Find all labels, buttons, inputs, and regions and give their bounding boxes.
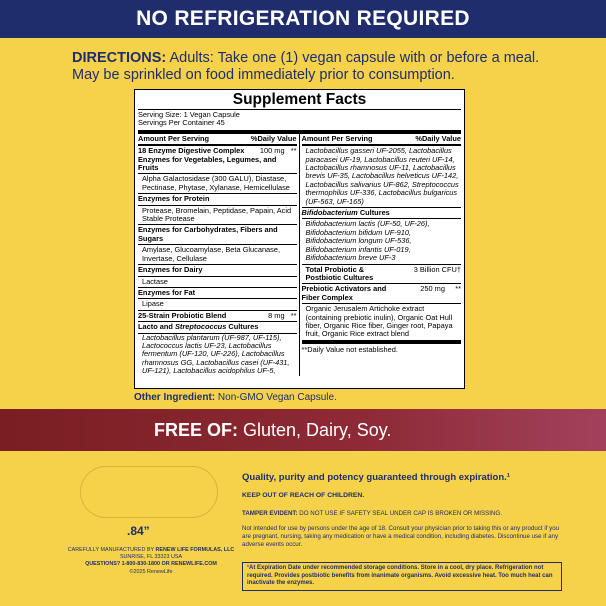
dv-header: %Daily Value — [250, 133, 297, 143]
dv-footnote: **Daily Value not established. — [301, 344, 398, 354]
prebiotic-dv: ** — [455, 284, 461, 294]
facts-left-column — [138, 134, 300, 376]
prebiotic-name: Prebiotic Activators and Fiber Complex — [301, 284, 387, 302]
banner-title: NO REFRIGERATION REQUIRED — [0, 0, 606, 38]
enzyme-complex-name: 18 Enzyme Digestive Complex — [138, 146, 245, 156]
bifido-header-part: Cultures — [357, 208, 390, 218]
facts-columns — [138, 134, 461, 376]
facts-right-column — [300, 134, 462, 376]
quality-statement: Quality, purity and potency guaranteed through expiration.¹ — [242, 472, 510, 483]
other-ingredient-value: Non-GMO Vegan Capsule. — [217, 392, 337, 403]
keep-out-warning: KEEP OUT OF REACH OF CHILDREN. — [242, 492, 365, 499]
dv-header: %Daily Value — [415, 133, 461, 143]
carb-enzymes-header: Enzymes for Carbohydrates, Fibers and Sugars — [138, 225, 297, 245]
tamper-evident-notice — [242, 510, 568, 517]
bifido-cultures-list: Bifidobacterium lactis (UF-50, UF-26), Bifidobacterium bifidum UF-910, Bifidobacterium longum UF-536, Bifidobacterium infantis UF-019, Bifidobacterium breve UF-3 — [302, 219, 462, 264]
expiration-note-box: ¹At Expiration Date under recommended storage conditions. Store in a cool, dry place. Refrigeration not required. Provides postbiotic benefits from inanimate organisms. Avoid excessive heat. Too much heat can inactivate the enzymes. — [242, 562, 562, 591]
directions — [72, 50, 542, 84]
right-column-header — [302, 134, 462, 146]
amount-header: Amount Per Serving — [301, 133, 373, 143]
lacto-header-part: Lacto and — [138, 322, 175, 332]
probiotic-blend-row — [138, 311, 297, 322]
veg-enzymes-list: Alpha Galactosidase (300 GALU), Diastase, Pectinase, Phytase, Xylanase, Hemicellulase — [138, 174, 297, 194]
directions-label: DIRECTIONS: — [72, 50, 167, 66]
questions-label: QUESTIONS? — [85, 561, 122, 568]
prebiotic-amount: 250 mg — [420, 284, 445, 294]
serving-size: Serving Size: 1 Vegan Capsule — [138, 110, 240, 119]
contact-info: 1-800-830-1800 OR RENEWLIFE.COM — [121, 561, 217, 568]
lacto-cultures-list-continued: Lactobacillus gasseri UF-2055, Lactobacillus paracasei UF-19, Lactobacillus reuteri UF-14, Lactobacillus rhamnosus UF-11, Lactobacillus brevis UF-35, Lactobacillus helveticus UF-142, Lactobacillus salivarius UF-862, Streptococcus thermophilus UF-336, Lactobacillus bulgaricus (UF-563, UF-165) — [302, 146, 462, 208]
total-probiotic-row — [302, 265, 462, 285]
fat-enzymes-list: Lipase — [138, 299, 297, 310]
dairy-enzymes-list: Lactase — [138, 277, 297, 288]
total-probiotic-amount: 3 Billion CFU† — [413, 264, 461, 274]
bifido-header-part: Bifidobacterium — [301, 208, 358, 218]
lacto-header-part: Cultures — [226, 322, 259, 332]
total-probiotic-name: Total Probiotic & Postbiotic Cultures — [305, 264, 374, 282]
dairy-enzymes-header: Enzymes for Dairy — [138, 265, 297, 276]
copyright: ©2025 RenewLife — [129, 568, 173, 575]
servings-per-container: Servings Per Container 45 — [138, 118, 225, 128]
protein-enzymes-header: Enzymes for Protein — [138, 194, 297, 205]
carb-enzymes-list: Amylase, Glucoamylase, Beta Glucanase, Invertase, Cellulase — [138, 245, 297, 265]
supplement-facts-panel — [134, 89, 465, 389]
enzyme-complex-row — [138, 146, 297, 174]
enzyme-complex-amount: 100 mg — [259, 146, 285, 156]
lacto-header-part: Streptococcus — [174, 322, 227, 332]
manufacturer-contact — [56, 561, 246, 568]
left-column-header — [138, 134, 297, 146]
free-of-band — [0, 409, 606, 451]
tamper-text: DO NOT USE IF SAFETY SEAL UNDER CAP IS BROKEN OR MISSING. — [297, 510, 502, 517]
manufacturer-line-1 — [56, 547, 246, 554]
prebiotic-list: Organic Jerusalem Artichoke extract (containing prebiotic inulin), Organic Oat Hull fiber, Organic Rice fiber, Ginger root, Papaya fruit, Organic Rice extract blend — [302, 304, 462, 344]
lacto-cultures-list: Lactobacillus plantarum (UF-987, UF-115), Lactococcus lactis UF-23, Lactobacillus fermentum (UF-120, UF-226), Lactobacillus rhamnosus GG, Lactobacillus casei (UF-431, UF-121), Lactobacillus acidophilus UF-5, — [142, 332, 290, 376]
enzyme-complex-dv: ** — [290, 146, 297, 156]
serving-info — [138, 110, 461, 134]
bifido-cultures-header — [302, 208, 462, 219]
other-ingredient-label: Other Ingredient: — [134, 392, 216, 403]
probiotic-blend-name: 25-Strain Probiotic Blend — [138, 310, 227, 320]
supplement-facts-title: Supplement Facts — [138, 92, 461, 110]
fat-enzymes-header: Enzymes for Fat — [138, 288, 297, 299]
manufacturer-prefix: CAREFULLY MANUFACTURED BY — [67, 547, 156, 553]
probiotic-blend-amount: 8 mg — [268, 310, 285, 320]
other-ingredient — [134, 392, 337, 403]
free-of-label: FREE OF: — [154, 420, 238, 440]
capsule-size-label: .84” — [127, 524, 150, 538]
veg-enzymes-header: Enzymes for Vegetables, Legumes, and Fruits — [138, 154, 277, 173]
free-of-value: Gluten, Dairy, Soy. — [243, 420, 392, 440]
probiotic-blend-dv: ** — [290, 310, 297, 320]
manufacturer-address: SUNRISE, FL 33323 USA — [119, 554, 183, 561]
manufacturer-name: RENEW LIFE FORMULAS, LLC — [155, 547, 235, 553]
tamper-label: TAMPER EVIDENT: — [242, 510, 298, 517]
capsule-size-outline — [80, 466, 218, 518]
prebiotic-row — [302, 284, 462, 304]
usage-warning: Not intended for use by persons under the age of 18. Consult your physician prior to taking this or any product if you are pregnant, nursing, taking any medication or have a medical condition, including diabetes. Discontinue use if any adverse events occur. — [242, 525, 560, 548]
amount-header: Amount Per Serving — [138, 133, 210, 143]
lacto-cultures-header — [138, 322, 297, 333]
manufacturer-info — [56, 547, 246, 576]
protein-enzymes-list: Protease, Bromelain, Peptidase, Papain, Acid Stable Protease — [138, 206, 297, 226]
directions-text: Adults: Take one (1) vegan capsule with or before a meal. May be sprinkled on food immediately prior to consumption. — [72, 50, 540, 83]
